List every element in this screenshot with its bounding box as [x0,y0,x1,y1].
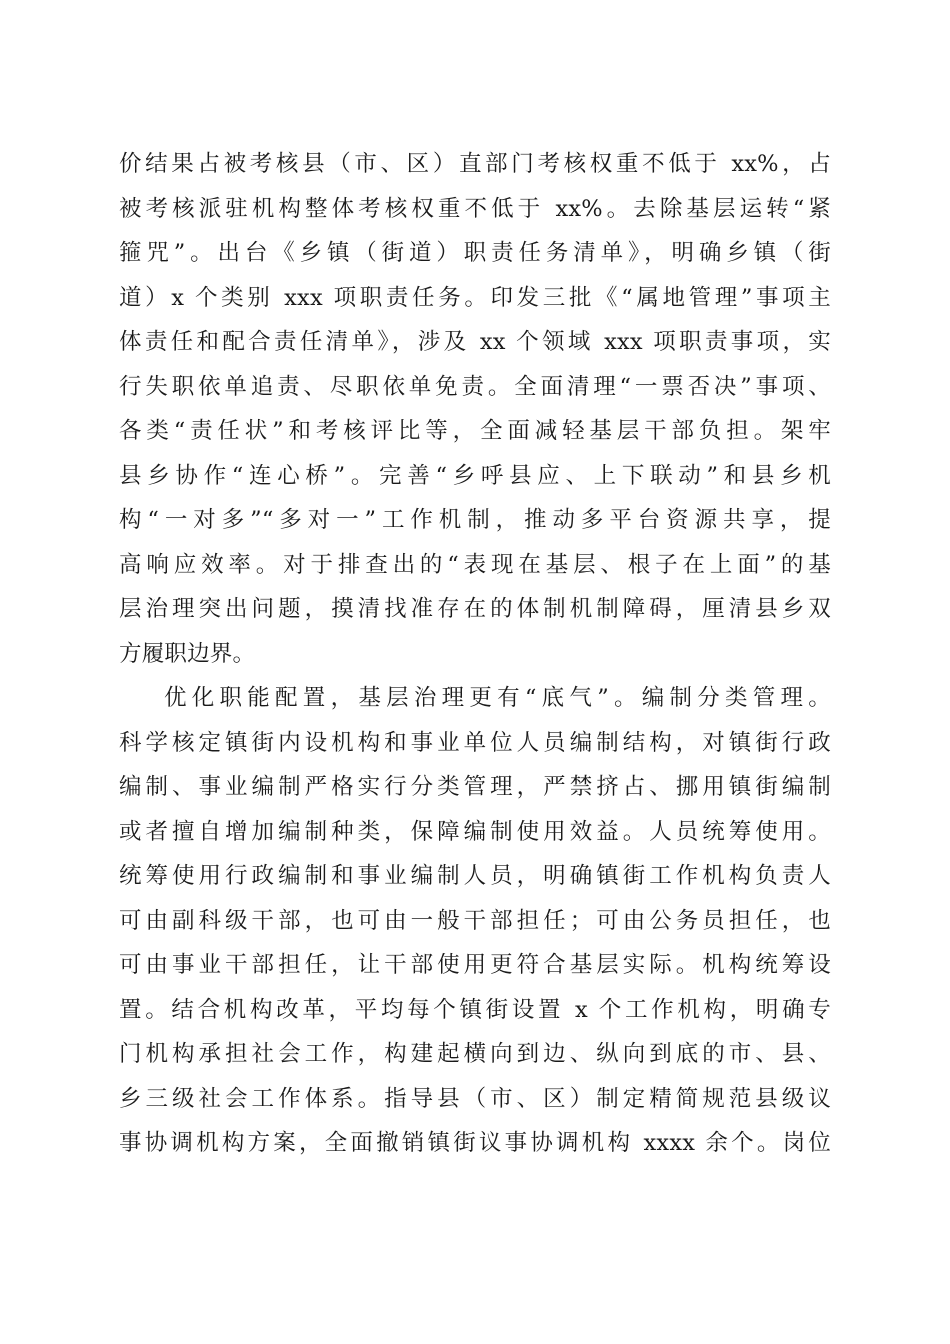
text-line: 可由事业干部担任，让干部使用更符合基层实际。机构统筹设 [119,952,831,978]
text-line: 体责任和配合责任清单》，涉及 xx 个领域 xxx 项职责事项，实 [119,329,831,355]
text-line: 事协调机构方案，全面撤销镇街议事协调机构 xxxx 余个。岗位 [119,1130,831,1156]
text-line: 行失职依单追责、尽职依单免责。全面清理“一票否决”事项、 [119,373,831,400]
text-line: 统筹使用行政编制和事业编制人员，明确镇街工作机构负责人 [119,863,831,889]
text-line: 乡三级社会工作体系。指导县（市、区）制定精简规范县级议 [119,1085,831,1112]
text-line: 各类“责任状”和考核评比等，全面减轻基层干部负担。架牢 [119,418,831,444]
text-line: 道）x 个类别 xxx 项职责任务。印发三批《“属地管理”事项主 [119,284,831,311]
text-line: 构“一对多”“多对一”工作机制，推动多平台资源共享，提 [119,507,831,533]
text-line: 高响应效率。对于排查出的“表现在基层、根子在上面”的基 [119,551,831,578]
text-line: 编制、事业编制严格实行分类管理，严禁挤占、挪用镇街编制 [119,774,831,800]
text-line: 置。结合机构改革，平均每个镇街设置 x 个工作机构，明确专 [119,996,831,1023]
paragraph-1 [119,142,831,676]
text-line: 可由副科级干部，也可由一般干部担任；可由公务员担任，也 [119,907,831,934]
paragraph-heading-line: 优化职能配置，基层治理更有“底气”。编制分类管理。 [164,685,831,711]
document-body [119,142,831,1166]
text-line: 科学核定镇街内设机构和事业单位人员编制结构，对镇街行政 [119,729,831,756]
text-line: 层治理突出问题，摸清找准存在的体制机制障碍，厘清县乡双 [119,596,831,622]
text-line: 方履职边界。 [119,640,256,667]
text-line: 门机构承担社会工作，构建起横向到边、纵向到底的市、县、 [119,1041,831,1067]
text-line: 或者擅自增加编制种类，保障编制使用效益。人员统筹使用。 [119,818,831,845]
text-line: 箍咒”。出台《乡镇（街道）职责任务清单》，明确乡镇（街 [119,240,831,266]
paragraph-2 [119,676,831,1166]
text-line: 价结果占被考核县（市、区）直部门考核权重不低于 xx%，占 [119,151,831,177]
text-line: 被考核派驻机构整体考核权重不低于 xx%。去除基层运转“紧 [119,195,831,222]
text-line: 县乡协作“连心桥”。完善“乡呼县应、上下联动”和县乡机 [119,462,831,489]
